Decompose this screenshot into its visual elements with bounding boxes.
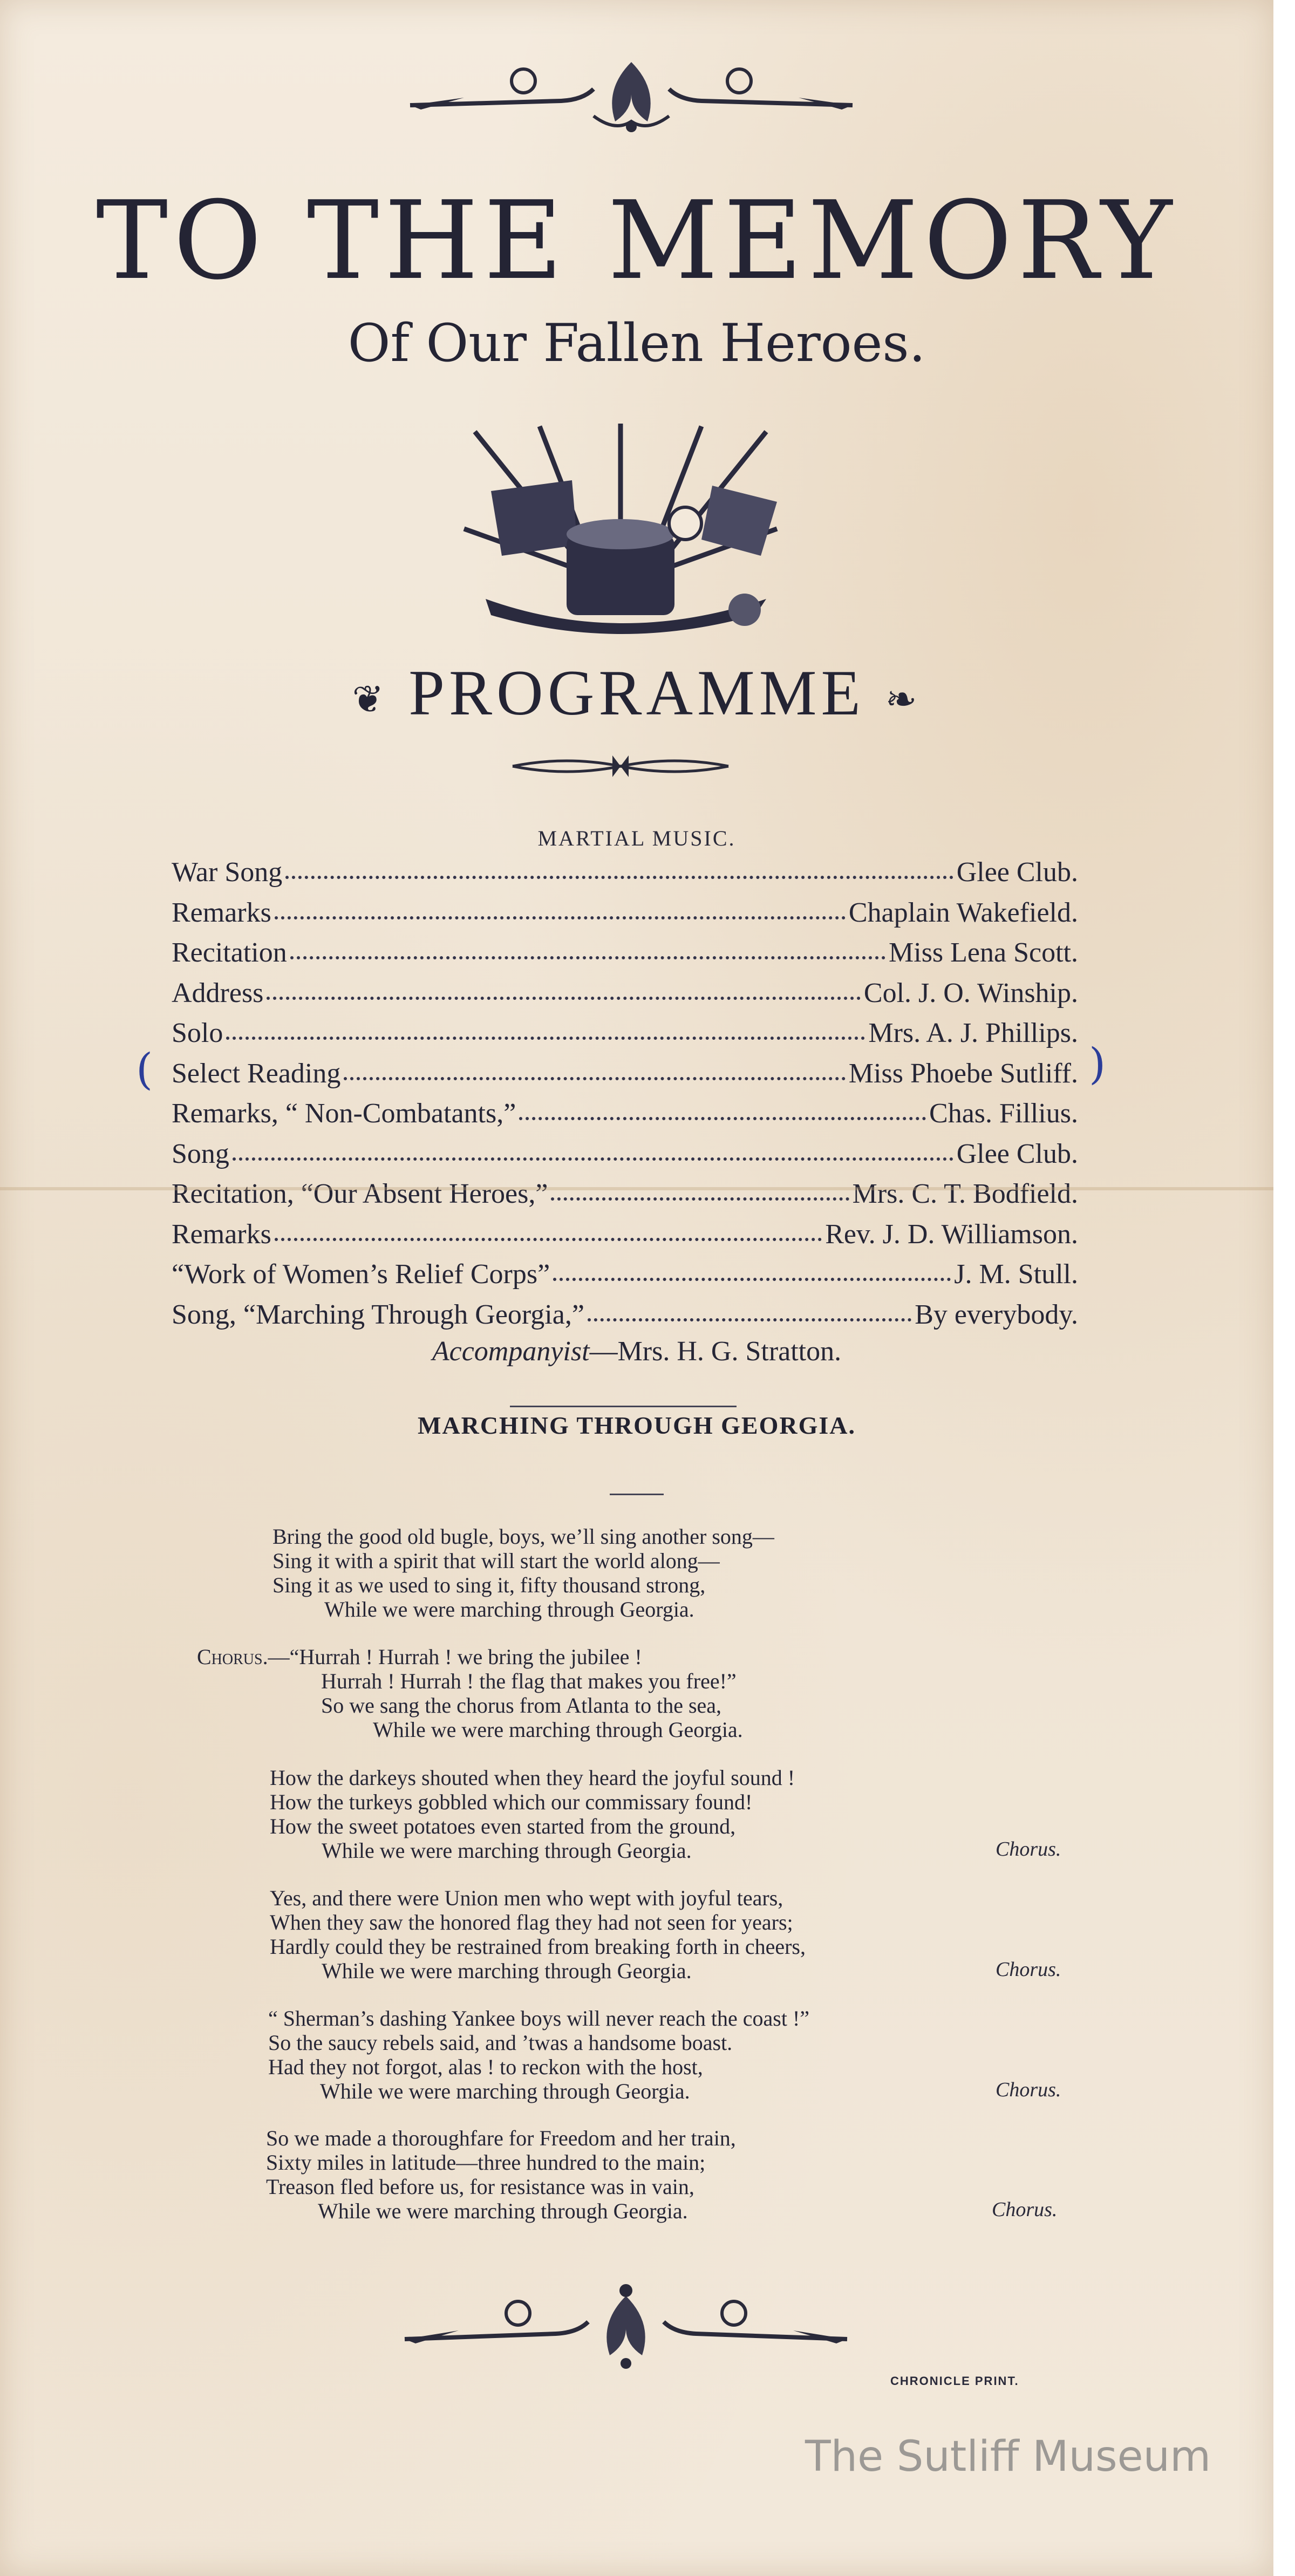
programme-item: Recitation <box>172 937 287 968</box>
programme-performer: Rev. J. D. Williamson. <box>825 1218 1078 1250</box>
dot-leader <box>344 1077 845 1080</box>
verse-line: Hardly could they be restrained from breaking forth in cheers, <box>270 1934 806 1959</box>
programme-row <box>172 893 1078 933</box>
section-label: MARTIAL MUSIC. <box>537 826 736 850</box>
verse-refrain: While we were marching through Georgia. <box>324 1597 694 1621</box>
programme-item: Remarks <box>172 1218 271 1250</box>
small-vine-divider <box>507 750 734 782</box>
dot-leader <box>290 956 885 959</box>
leaf-ornament-icon: ❧ <box>885 679 922 721</box>
memorial-subtitle: Of Our Fallen Heroes. <box>347 313 926 373</box>
dot-leader <box>275 1238 822 1241</box>
divider-rule <box>510 1406 737 1407</box>
programme-row <box>172 1295 1078 1335</box>
dot-leader <box>519 1117 926 1120</box>
programme-performer: Chas. Fillius. <box>929 1098 1078 1129</box>
programme-performer: Mrs. A. J. Phillips. <box>868 1018 1078 1048</box>
museum-watermark: The Sutliff Museum <box>805 2432 1211 2481</box>
programme-heading <box>0 656 1273 730</box>
programme-row <box>172 1013 1078 1054</box>
verse-5 <box>266 2126 736 2223</box>
verse-line: Yes, and there were Union men who wept with joyful tears, <box>270 1886 783 1910</box>
programme-row <box>172 1134 1078 1175</box>
programme-row <box>172 1054 1078 1094</box>
programme-item: Song <box>172 1138 229 1169</box>
programme-item: “Work of Women’s Relief Corps” <box>172 1259 550 1290</box>
programme-performer: Col. J. O. Winship. <box>863 977 1078 1008</box>
chorus-continued <box>321 1669 743 1742</box>
verse-line: How the turkeys gobbled which our commissary found! <box>270 1790 753 1814</box>
chorus-tag: Chorus. <box>996 2078 1061 2101</box>
dot-leader <box>551 1197 849 1201</box>
pen-bracket-mark: ) <box>1089 1039 1106 1089</box>
verse-refrain: While we were marching through Georgia. <box>320 2079 690 2103</box>
chorus-tag: Chorus. <box>996 1958 1061 1981</box>
printer-credit: CHRONICLE PRINT. <box>890 2374 1019 2388</box>
chorus-line: “Hurrah ! Hurrah ! we bring the jubilee ! <box>289 1645 642 1669</box>
song-title: MARCHING THROUGH GEORGIA. <box>417 1412 856 1439</box>
leaf-ornament-icon: ❦ <box>352 679 388 721</box>
chorus-tag: Chorus. <box>996 1838 1061 1861</box>
programme-row <box>172 973 1078 1014</box>
verse-2 <box>270 1766 795 1863</box>
accompanist-label: Accompanyist <box>432 1336 590 1367</box>
verse-line: Bring the good old bugle, boys, we’ll sing another song— <box>272 1524 774 1549</box>
chorus-line: So we sang the chorus from Atlanta to the sea, <box>321 1693 722 1718</box>
programme-performer: Mrs. C. T. Bodfield. <box>852 1178 1078 1209</box>
accompanist-name: —Mrs. H. G. Stratton. <box>589 1336 842 1367</box>
programme-performer: Glee Club. <box>956 1138 1078 1169</box>
verse-line: “ Sherman’s dashing Yankee boys will never reach the coast !” <box>268 2006 810 2030</box>
verse-1 <box>272 1524 774 1621</box>
verse-3 <box>270 1886 806 1983</box>
programme-item: Recitation, “Our Absent Heroes,” <box>172 1178 548 1209</box>
programme-item: Song, “Marching Through Georgia,” <box>172 1299 584 1330</box>
verse-4 <box>268 2006 809 2103</box>
programme-list <box>172 853 1078 1335</box>
verse-refrain: While we were marching through Georgia. <box>318 2199 688 2223</box>
dot-leader <box>285 876 953 879</box>
programme-performer: Chaplain Wakefield. <box>848 897 1078 928</box>
chorus-label: Chorus.— <box>197 1645 290 1669</box>
chorus-line: Hurrah ! Hurrah ! the flag that makes you free!” <box>321 1669 737 1693</box>
programme-item: War Song <box>172 857 283 888</box>
top-ornament <box>399 51 863 138</box>
verse-line: Sing it as we used to sing it, fifty thousand strong, <box>272 1573 706 1597</box>
dot-leader <box>226 1037 865 1040</box>
verse-line: How the darkeys shouted when they heard the joyful sound ! <box>270 1766 795 1790</box>
verse-line: When they saw the honored flag they had not seen for years; <box>270 1910 793 1934</box>
memorial-title: TO THE MEMORY <box>96 178 1178 304</box>
chorus <box>197 1645 642 1669</box>
verse-line: How the sweet potatoes even started from the ground, <box>270 1814 736 1838</box>
divider-rule <box>610 1494 664 1495</box>
programme-row <box>172 1174 1078 1215</box>
chorus-refrain: While we were marching through Georgia. <box>373 1718 743 1742</box>
programme-performer: Miss Phoebe Sutliff. <box>848 1058 1078 1089</box>
verse-line: Treason fled before us, for resistance was in vain, <box>266 2175 694 2199</box>
programme-performer: Glee Club. <box>956 857 1078 888</box>
verse-line: Had they not forgot, alas ! to reckon with the host, <box>268 2055 703 2079</box>
verse-line: Sixty miles in latitude—three hundred to the main; <box>266 2150 706 2175</box>
programme-performer: J. M. Stull. <box>954 1259 1078 1290</box>
programme-row <box>172 1215 1078 1255</box>
programme-performer: By everybody. <box>915 1299 1078 1330</box>
military-trophy-emblem <box>432 421 809 648</box>
verse-line: So we made a thoroughfare for Freedom and her train, <box>266 2126 736 2150</box>
verse-line: So the saucy rebels said, and ’twas a handsome boast. <box>268 2030 733 2055</box>
verse-line: Sing it with a spirit that will start the world along— <box>272 1549 720 1573</box>
programme-item: Solo <box>172 1018 223 1048</box>
programme-row <box>172 1094 1078 1134</box>
programme-row <box>172 853 1078 893</box>
bottom-ornament <box>394 2280 858 2371</box>
dot-leader <box>275 916 846 919</box>
dot-leader <box>553 1278 951 1281</box>
verse-refrain: While we were marching through Georgia. <box>322 1838 692 1863</box>
programme-item: Select Reading <box>172 1058 341 1089</box>
chorus-tag: Chorus. <box>992 2198 1058 2221</box>
programme-row <box>172 1255 1078 1295</box>
programme-heading-text: PROGRAMME <box>408 657 865 728</box>
programme-item: Remarks <box>172 897 271 928</box>
programme-row <box>172 933 1078 973</box>
pen-bracket-mark: ( <box>136 1044 153 1094</box>
programme-performer: Miss Lena Scott. <box>889 937 1078 968</box>
programme-item: Address <box>172 977 264 1008</box>
programme-item: Remarks, “ Non-Combatants,” <box>172 1098 516 1129</box>
dot-leader <box>267 997 860 1000</box>
dot-leader <box>588 1318 911 1321</box>
accompanist-line <box>0 1335 1273 1367</box>
dot-leader <box>233 1157 953 1161</box>
verse-refrain: While we were marching through Georgia. <box>322 1959 692 1983</box>
